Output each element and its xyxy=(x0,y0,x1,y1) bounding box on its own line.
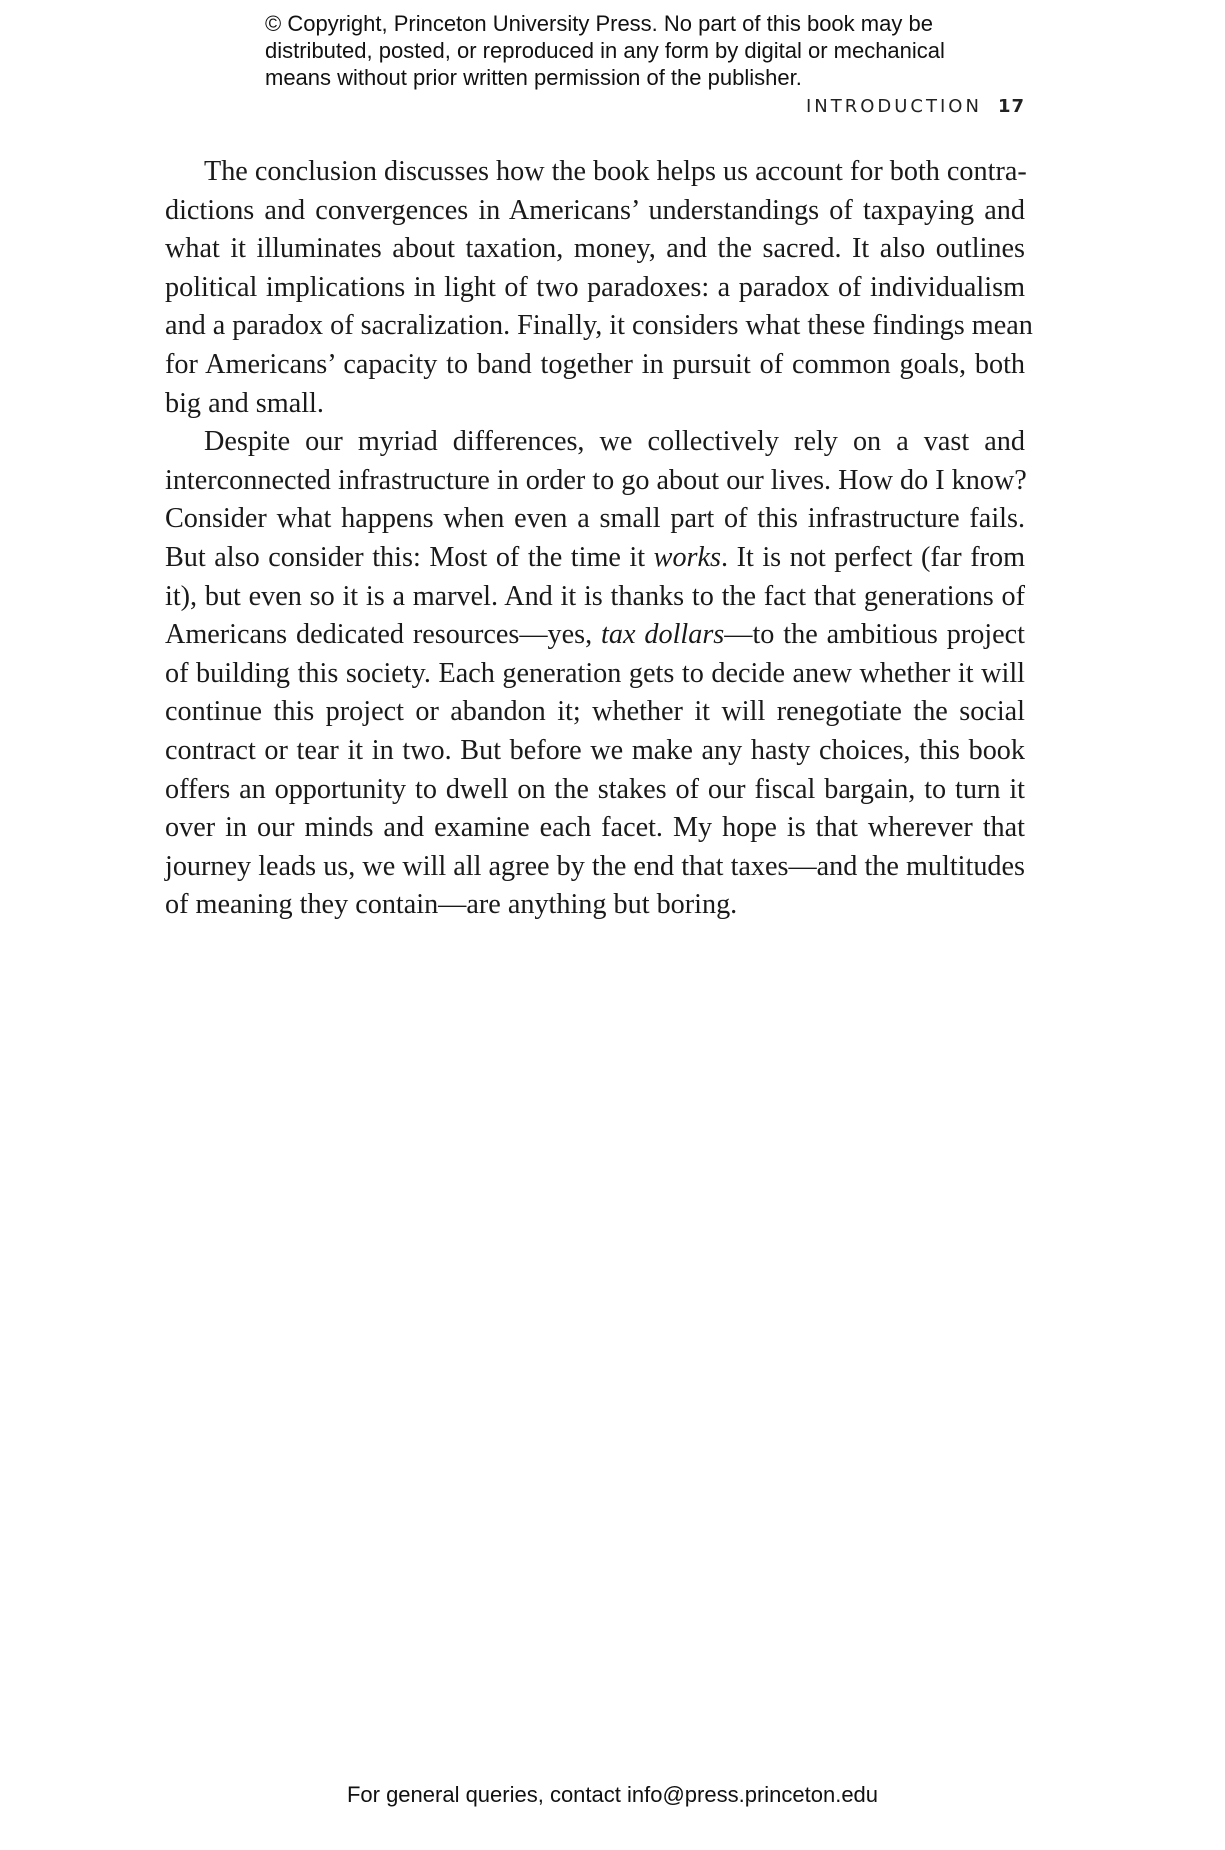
text-line: of building this society. Each generation gets to decide anew whether it will xyxy=(165,657,1025,689)
text-line: offers an opportunity to dwell on the stakes of our fiscal bargain, to turn it xyxy=(165,773,1025,805)
running-head-title: INTRODUCTION xyxy=(805,96,982,117)
text-line: over in our minds and examine each facet. My hope is that wherever that xyxy=(165,812,1025,844)
text-line: Consider what happens when even a small part of this infrastructure fails. xyxy=(165,503,1025,535)
text-line: what it illuminates about taxation, money, and the sacred. It also outlines xyxy=(165,233,1025,265)
page-number: 17 xyxy=(997,96,1025,117)
text-run: . It is not perfect (far from xyxy=(721,541,1025,573)
text-line: and a paradox of sacralization. Finally, it considers what these findings mean xyxy=(165,310,1033,342)
text-line xyxy=(165,539,1025,578)
text-line: big and small. xyxy=(165,387,324,419)
text-line: of meaning they contain—are anything but boring. xyxy=(165,889,738,921)
text-line: journey leads us, we will all agree by the end that taxes—and the multitudes xyxy=(165,850,1025,882)
copyright-line: means without prior written permission of the publisher. xyxy=(265,65,802,90)
copyright-line: distributed, posted, or reproduced in any form by digital or mechanical xyxy=(265,38,945,63)
text-line: political implications in light of two paradoxes: a paradox of individualism xyxy=(165,271,1025,303)
text-line: it), but even so it is a marvel. And it is thanks to the fact that generations of xyxy=(165,580,1025,612)
copyright-line: © Copyright, Princeton University Press. No part of this book may be xyxy=(265,11,933,36)
text-line: interconnected infrastructure in order to go about our lives. How do I know? xyxy=(165,464,1027,496)
footer-contact: For general queries, contact info@press.princeton.edu xyxy=(346,1782,879,1807)
running-head xyxy=(806,96,1025,117)
text-line: The conclusion discusses how the book helps us account for both contra- xyxy=(204,156,1027,187)
paragraph xyxy=(165,423,1025,925)
text-run: Americans dedicated resources—yes, xyxy=(165,619,602,651)
text-line: continue this project or abandon it; whether it will renegotiate the social xyxy=(165,696,1025,728)
text-line: Despite our myriad differences, we collectively rely on a vast and xyxy=(204,426,1025,458)
text-line: contract or tear it in two. But before we make any hasty choices, this book xyxy=(165,734,1025,766)
text-line: for Americans’ capacity to band together in pursuit of common goals, both xyxy=(165,348,1025,380)
emphasis-text: works xyxy=(653,541,721,573)
text-run: —to the ambitious project xyxy=(724,619,1025,651)
emphasis-text: tax dollars xyxy=(601,619,725,651)
paragraph xyxy=(165,153,1033,423)
text-line xyxy=(165,616,1025,655)
body-text xyxy=(165,153,1033,925)
copyright-notice xyxy=(265,10,1025,91)
text-line: dictions and convergences in Americans’ understandings of taxpaying and xyxy=(165,194,1025,226)
text-run: But also consider this: Most of the time it xyxy=(165,541,654,573)
